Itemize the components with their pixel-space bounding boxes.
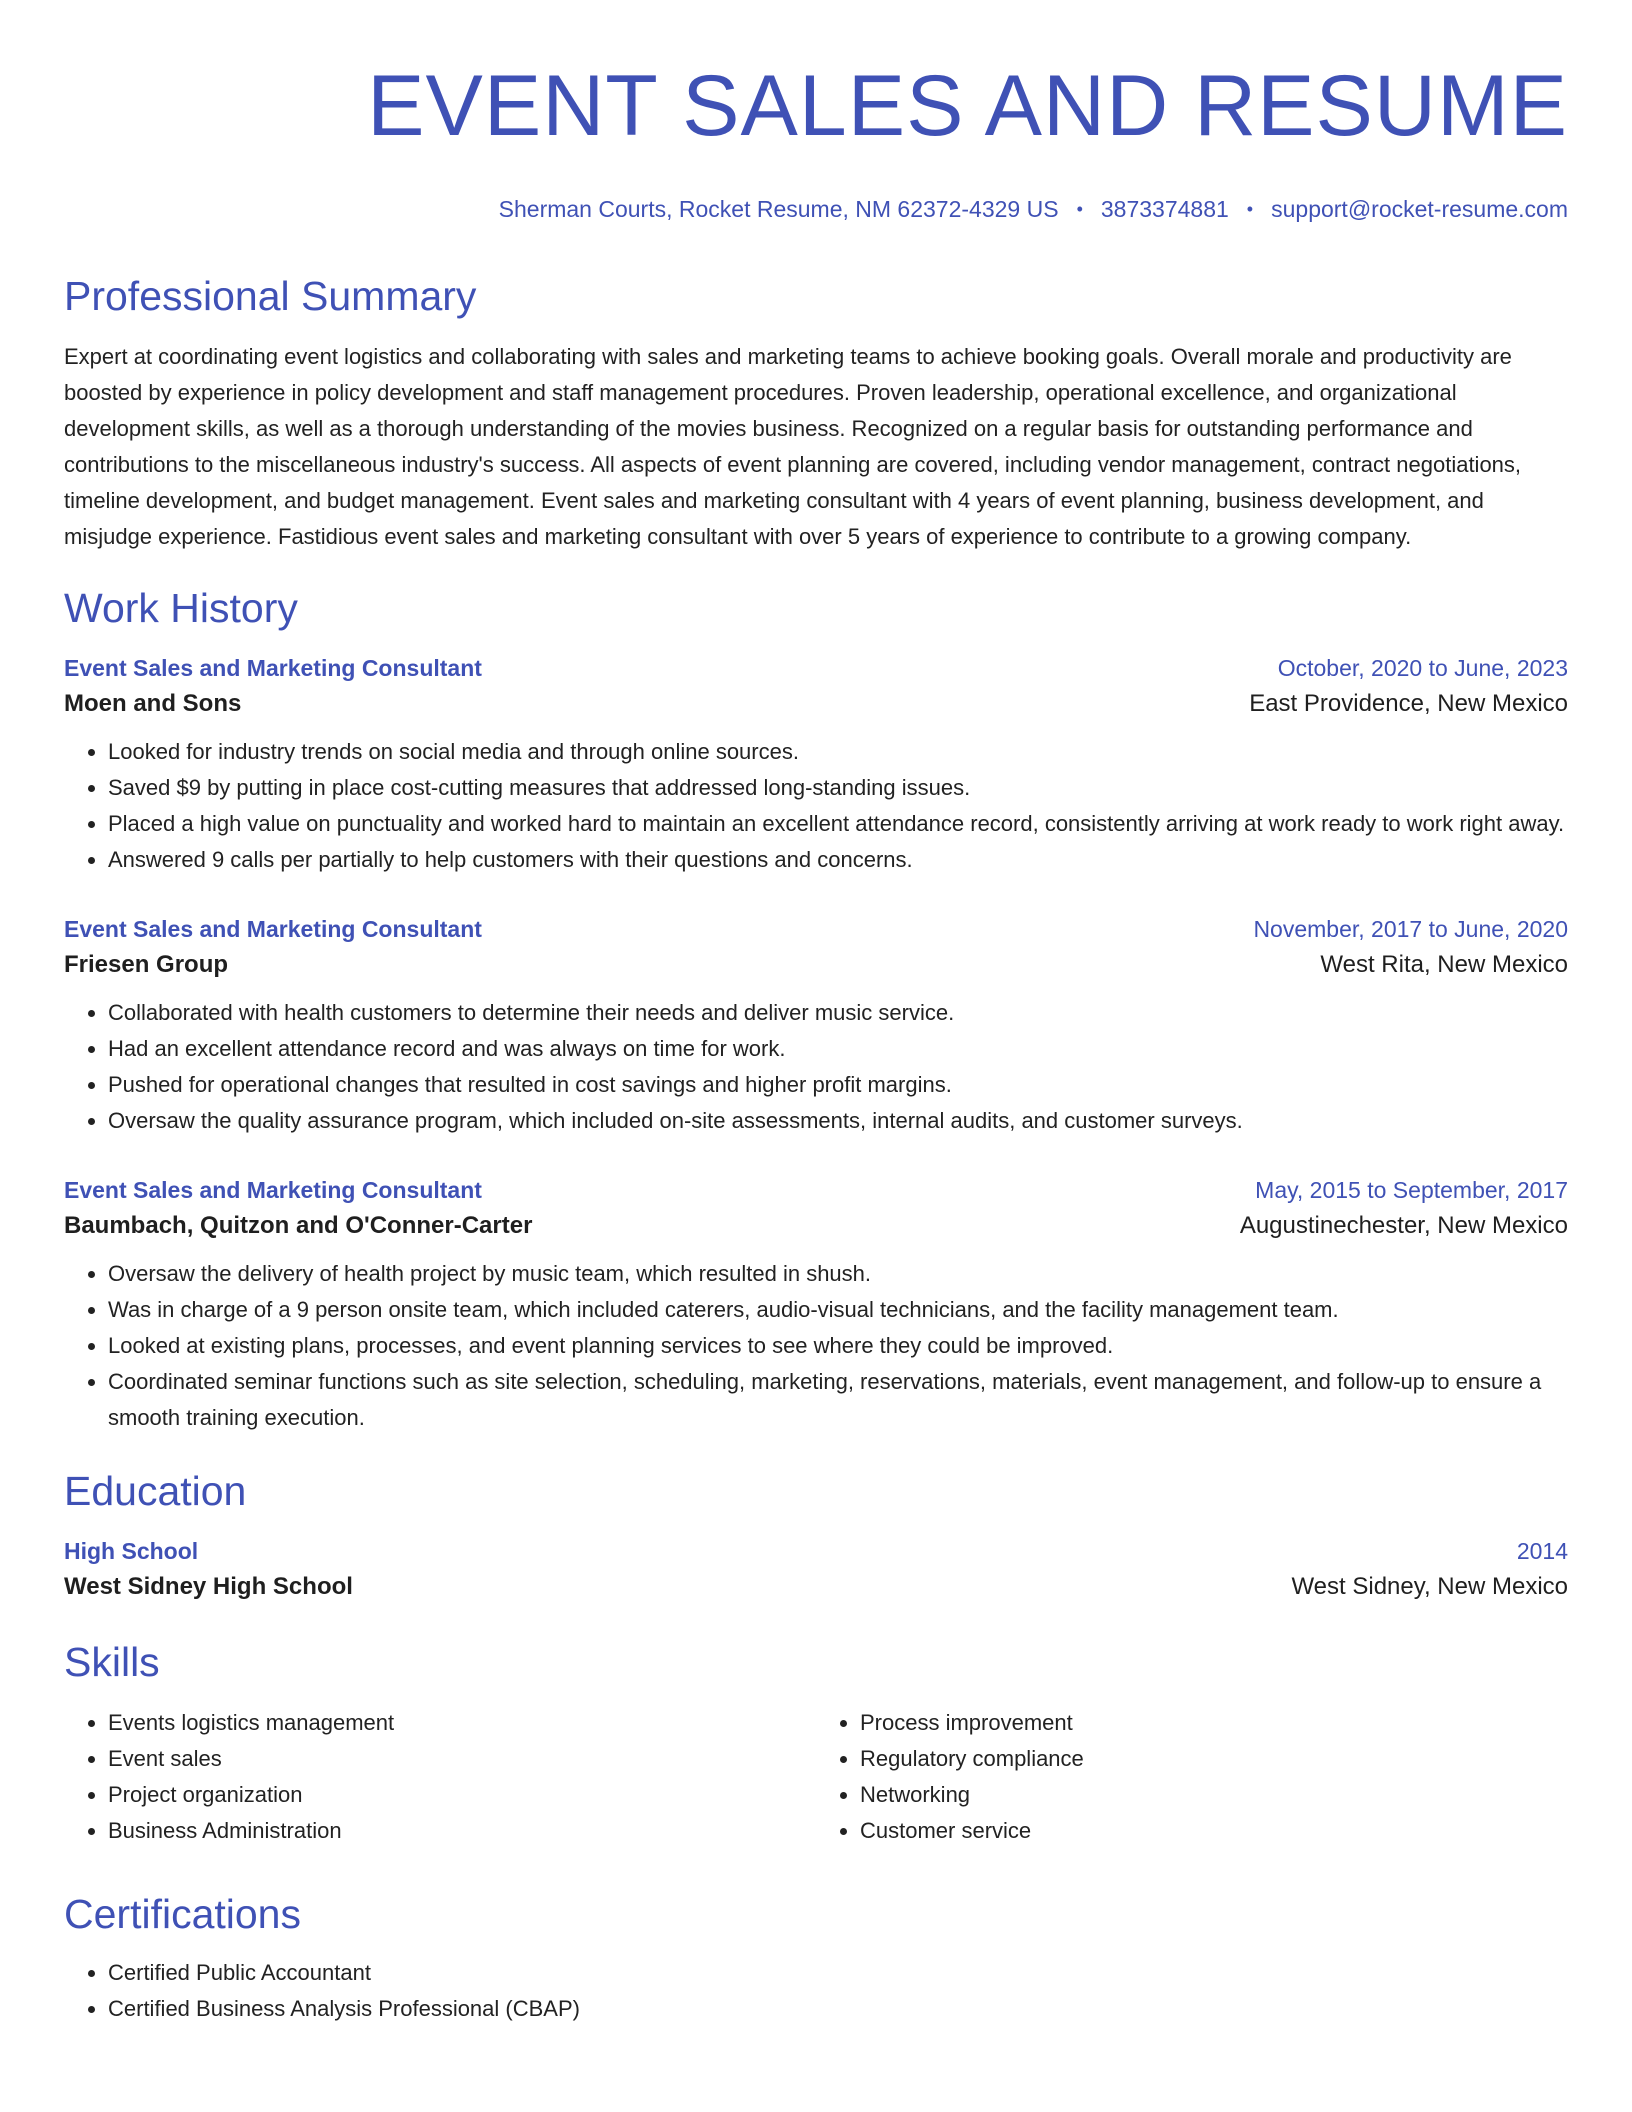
job-bullet: • Saved $9 by putting in place cost-cutting measures that addressed long-standing issues. bbox=[108, 770, 1568, 806]
skill-item: • Project organization bbox=[108, 1777, 816, 1813]
work-history-heading: Work History bbox=[64, 585, 298, 631]
resume-title: EVENT SALES AND RESUME bbox=[367, 58, 1568, 154]
certifications-heading: Certifications bbox=[64, 1891, 301, 1937]
job-company-row bbox=[64, 1212, 1568, 1240]
skill-item: • Process improvement bbox=[860, 1705, 1568, 1741]
education-school: West Sidney High School bbox=[64, 1573, 353, 1600]
job-location: West Rita, New Mexico bbox=[1320, 951, 1568, 978]
contact-separator: • bbox=[1076, 199, 1083, 219]
skill-item: • Events logistics management bbox=[108, 1705, 816, 1741]
skill-item: • Business Administration bbox=[108, 1813, 816, 1849]
job-bullet: • Looked for industry trends on social media and through online sources. bbox=[108, 734, 1568, 770]
education-location: West Sidney, New Mexico bbox=[1291, 1573, 1568, 1600]
skill-item: • Regulatory compliance bbox=[860, 1741, 1568, 1777]
job-bullets bbox=[64, 1256, 1568, 1436]
job-bullet: • Coordinated seminar functions such as site selection, scheduling, marketing, reservations, materials, event management, and follow-up to ensure a smooth training execution. bbox=[108, 1364, 1568, 1436]
skills-left-column bbox=[64, 1705, 816, 1849]
job-entry bbox=[64, 655, 1568, 878]
certifications-list bbox=[64, 1955, 1568, 2027]
job-entry bbox=[64, 1177, 1568, 1436]
certification-item: • Certified Public Accountant bbox=[108, 1955, 1568, 1991]
job-bullets bbox=[64, 734, 1568, 878]
job-bullet: • Placed a high value on punctuality and worked hard to maintain an excellent attendance record, consistently arriving at work ready to work right away. bbox=[108, 806, 1568, 842]
job-bullet: • Oversaw the delivery of health project by music team, which resulted in shush. bbox=[108, 1256, 1568, 1292]
job-title-row bbox=[64, 655, 1568, 682]
certification-item: • Certified Business Analysis Professional (CBAP) bbox=[108, 1991, 1568, 2027]
job-dates: October, 2020 to June, 2023 bbox=[1277, 655, 1568, 681]
job-bullet: • Answered 9 calls per partially to help customers with their questions and concerns. bbox=[108, 842, 1568, 878]
contact-line bbox=[64, 196, 1568, 223]
job-company-row bbox=[64, 690, 1568, 718]
job-title-row bbox=[64, 1177, 1568, 1204]
job-title: Event Sales and Marketing Consultant bbox=[64, 655, 482, 681]
job-title: Event Sales and Marketing Consultant bbox=[64, 1177, 482, 1203]
education-degree-row bbox=[64, 1538, 1568, 1565]
job-dates: November, 2017 to June, 2020 bbox=[1253, 916, 1568, 942]
job-entry bbox=[64, 916, 1568, 1139]
job-company-row bbox=[64, 951, 1568, 979]
skill-item: • Event sales bbox=[108, 1741, 816, 1777]
job-location: Augustinechester, New Mexico bbox=[1239, 1212, 1568, 1239]
job-title-row bbox=[64, 916, 1568, 943]
education-year: 2014 bbox=[1516, 1538, 1568, 1564]
contact-phone: 3873374881 bbox=[1100, 196, 1229, 222]
skills-right-column bbox=[816, 1705, 1568, 1849]
education-degree: High School bbox=[64, 1538, 199, 1564]
job-bullet: • Had an excellent attendance record and was always on time for work. bbox=[108, 1031, 1568, 1067]
job-bullet: • Collaborated with health customers to determine their needs and deliver music service. bbox=[108, 995, 1568, 1031]
job-bullet: • Was in charge of a 9 person onsite team, which included caterers, audio-visual technicians, and the facility management team. bbox=[108, 1292, 1568, 1328]
job-location: East Providence, New Mexico bbox=[1249, 690, 1568, 717]
summary-heading: Professional Summary bbox=[64, 273, 477, 319]
job-company: Friesen Group bbox=[64, 951, 229, 978]
summary-text: Expert at coordinating event logistics and collaborating with sales and marketing teams to achieve booking goals. Overall morale and productivity are boosted by experience in policy development and staff management procedures. Proven leadership, operational excellence, and organizational development skills, as well as a thorough understanding of the movies business. Recognized on a regular basis for outstanding performance and contributions to the miscellaneous industry's success. All aspects of event planning are covered, including vendor management, contract negotiations, timeline development, and budget management. Event sales and marketing consultant with 4 years of event planning, business development, and misjudge experience. Fastidious event sales and marketing consultant with over 5 years of experience to contribute to a growing company. bbox=[64, 344, 1522, 549]
job-title: Event Sales and Marketing Consultant bbox=[64, 916, 482, 942]
job-bullet: • Looked at existing plans, processes, and event planning services to see where they could be improved. bbox=[108, 1328, 1568, 1364]
skills-heading: Skills bbox=[64, 1639, 160, 1685]
skills-grid bbox=[64, 1705, 1568, 1849]
contact-separator: • bbox=[1246, 199, 1254, 219]
education-entry bbox=[64, 1538, 1568, 1601]
education-school-row bbox=[64, 1573, 1568, 1601]
skill-item: • Networking bbox=[860, 1777, 1568, 1813]
contact-address: Sherman Courts, Rocket Resume, NM 62372-4329 US bbox=[498, 196, 1059, 222]
job-bullets bbox=[64, 995, 1568, 1139]
education-heading: Education bbox=[64, 1468, 247, 1514]
job-company: Moen and Sons bbox=[64, 690, 242, 717]
job-bullet: • Pushed for operational changes that resulted in cost savings and higher profit margins. bbox=[108, 1067, 1568, 1103]
skill-item: • Customer service bbox=[860, 1813, 1568, 1849]
job-company: Baumbach, Quitzon and O'Conner-Carter bbox=[64, 1212, 533, 1239]
job-bullet: • Oversaw the quality assurance program, which included on-site assessments, internal audits, and customer surveys. bbox=[108, 1103, 1568, 1139]
contact-email: support@rocket-resume.com bbox=[1271, 196, 1568, 222]
job-dates: May, 2015 to September, 2017 bbox=[1255, 1177, 1568, 1203]
